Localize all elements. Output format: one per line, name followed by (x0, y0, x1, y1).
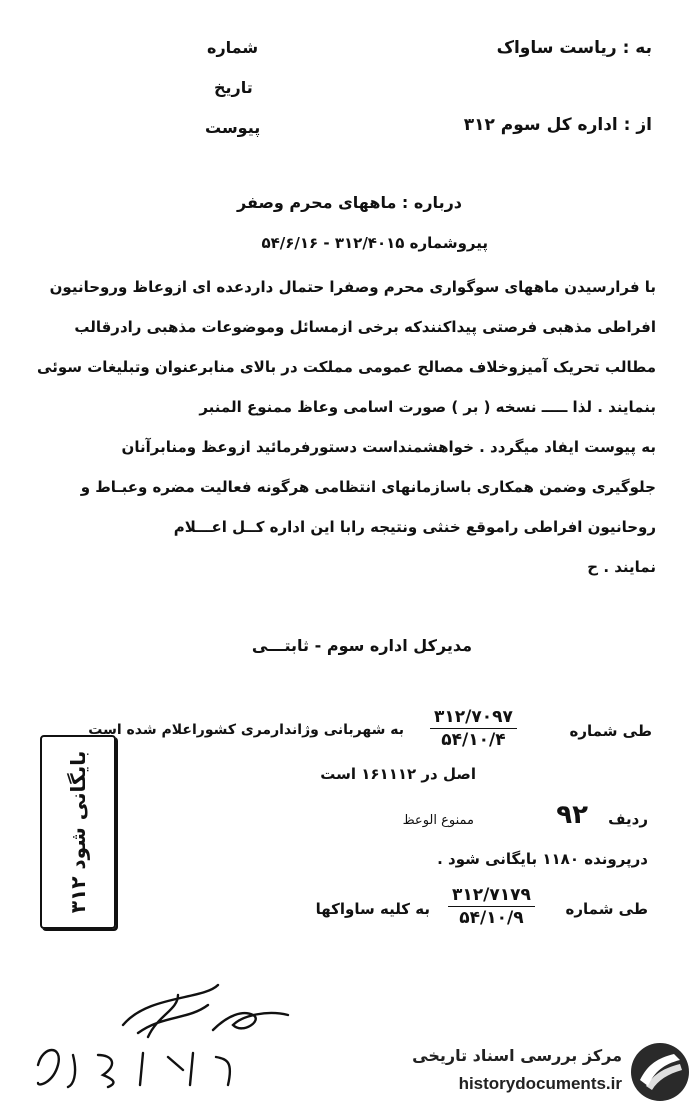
subject-line: درباره : ماههای محرم وصفر (236, 193, 462, 212)
stamp-text: بایگانی شود ۳۱۲ (66, 750, 90, 914)
row-label: ردیف (608, 810, 648, 828)
note-prefix: طی شماره (565, 900, 648, 918)
handwritten-date (150, 1066, 184, 1077)
note-text: به کلیه ساواکها (315, 900, 430, 918)
note-text: به شهربانی وژاندارمری کشوراعلام شده است (88, 722, 404, 738)
note-fraction (448, 885, 535, 928)
addressee-line: به : ریاست ساواک (496, 38, 652, 58)
note-original: اصل در ۱۶۱۱۱۲ است (320, 765, 476, 783)
attachment-label: پیوست (205, 118, 261, 137)
body-line: افراطی مذهبی فرصتی پیداکنندکه برخی ازمسائل وموضوعات مذهبی رادرقالب (74, 318, 656, 336)
handwritten-signature (28, 975, 328, 1095)
book-logo-icon (628, 1040, 692, 1104)
row-number: ۹۲ (556, 800, 588, 830)
note-fraction (430, 707, 517, 750)
sender-line: از : اداره کل سوم ۳۱۲ (463, 115, 652, 135)
body-line: بنمایند . لذا ـــــ نسخه ( بر ) صورت اسامی وعاظ ممنوع المنبر (199, 398, 656, 416)
reference-number: پیروشماره ۳۱۲/۴۰۱۵ - ۵۴/۶/۱۶ (261, 234, 488, 252)
fraction-denominator: ۵۴/۱۰/۹ (459, 908, 524, 928)
body-line: جلوگیری وضمن همکاری باسازمانهای انتظامی هرگونه فعالیت مضره وعبـاط و (80, 478, 656, 496)
signatory-line: مدیرکل اداره سوم - ثابتـــی (251, 636, 472, 655)
body-line: مطالب تحریک آمیزوخلاف مصالح عمومی مملکت در بالای منابرعنوان وتبلیغات سوئی (37, 358, 656, 376)
number-label: شماره (207, 38, 259, 57)
archive-note: درپرونده ۱۱۸۰ بایگانی شود . (437, 850, 648, 868)
date-label: تاریخ (214, 78, 253, 97)
watermark-name: مرکز بررسی اسناد تاریخی (412, 1046, 622, 1065)
note-prefix: طی شماره (569, 722, 652, 740)
body-line: روحانیون افراطی راموقع خنثی ونتیجه رابا این اداره کــل اعـــلام (173, 518, 656, 536)
row-value: ممنوع الوعظ (402, 813, 474, 828)
fraction-numerator: ۳۱۲/۷۱۷۹ (448, 885, 535, 907)
watermark (392, 1040, 692, 1106)
watermark-url: historydocuments.ir (458, 1074, 622, 1093)
body-line: به پیوست ایفاد میگردد . خواهشمنداست دستورفرمائید ازوعظ ومنابرآنان (121, 438, 656, 456)
body-line: نمایند . ح (587, 558, 656, 576)
archive-stamp (40, 735, 116, 929)
body-line: با فرارسیدن ماههای سوگواری محرم وصفرا حتمال داردعده ای ازوعاظ وروحانیون (49, 278, 656, 296)
fraction-denominator: ۵۴/۱۰/۴ (441, 730, 506, 750)
fraction-numerator: ۳۱۲/۷۰۹۷ (430, 707, 517, 729)
